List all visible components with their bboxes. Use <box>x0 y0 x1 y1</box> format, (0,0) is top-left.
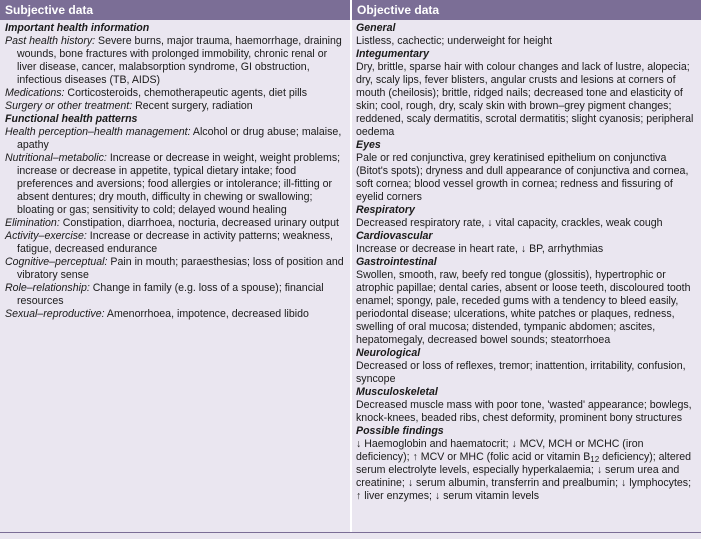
important-health-heading: Important health information <box>5 22 150 34</box>
possible-findings-text <box>356 438 698 503</box>
subjective-header: Subjective data <box>5 3 94 17</box>
objective-header: Objective data <box>357 3 440 17</box>
elimination-label: Elimination: <box>5 217 60 229</box>
general-text: Listless, cachectic; underweight for height <box>356 35 553 47</box>
health-perception <box>5 126 345 152</box>
neurological-heading: Neurological <box>356 347 421 359</box>
objective-column <box>356 22 698 503</box>
medications-label: Medications: <box>5 87 65 99</box>
surgery-treatment <box>5 100 345 113</box>
table-bottom-rule <box>0 532 701 533</box>
nutritional-text: Increase or decrease in weight, weight problems; increase or decrease in appetite, typical dietary intake; food preferences and aversions; food allergies or intolerance; ill-fitting or absent dentures; dry mouth, difficulty in chewing or swallowing; bloating or gas; sensitivity to cold; delayed wound healing <box>17 152 341 216</box>
medications <box>5 87 345 100</box>
functional-patterns-heading: Functional health patterns <box>5 113 138 125</box>
medications-text: Corticosteroids, chemotherapeutic agents, diet pills <box>64 87 308 99</box>
possible-findings-heading: Possible findings <box>356 425 444 437</box>
eyes-text: Pale or red conjunctiva, grey keratinised epithelium on conjunctiva (Bitot's spots); dryness and dull appearance of conjunctiva and cornea, soft cornea; blood vessel growth in cornea; redness and fissuring of eyelid corners <box>356 152 689 203</box>
findings-text-a: ↓ Haemoglobin and haematocrit; ↓ MCV, MCH or MCHC (iron deficiency); ↑ MCV or MHC (folic acid or vitamin B <box>356 438 644 463</box>
gastrointestinal-heading: Gastrointestinal <box>356 256 437 268</box>
respiratory-heading: Respiratory <box>356 204 415 216</box>
sexual-reproductive <box>5 308 345 321</box>
cognitive-text: Pain in mouth; paraesthesias; loss of position and vibratory sense <box>17 256 344 281</box>
surgery-text: Recent surgery, radiation <box>132 100 253 112</box>
subjective-column <box>5 22 345 321</box>
elimination <box>5 217 345 230</box>
perception-text: Alcohol or drug abuse; malaise, apathy <box>17 126 342 151</box>
general-heading: General <box>356 22 396 34</box>
gastrointestinal-text: Swollen, smooth, raw, beefy red tongue (glossitis), hypertrophic or atrophic papillae; dental caries, absent or loose teeth, discoloured tooth enamel; spongy, pale, receded gums with a tendency to bleed easily, periodontal disease; ulcerations, white patches or plaques, redness, swelling of oral mucosa; distended, tympanic abdomen; ascites, hepatomegaly, decreased bowel sounds; steatorrhoea <box>356 269 691 346</box>
findings-subscript: 12 <box>590 455 600 464</box>
musculoskeletal-text: Decreased muscle mass with poor tone, 'wasted' appearance; bowlegs, knock-knees, beaded ribs, chest deformity, prominent bony structures <box>356 399 692 424</box>
cardiovascular-heading: Cardiovascular <box>356 230 433 242</box>
role-text: Change in family (e.g. loss of a spouse); financial resources <box>17 282 324 307</box>
sexual-text: Amenorrhoea, impotence, decreased libido <box>104 308 309 320</box>
elimination-text: Constipation, diarrhoea, nocturia, decreased urinary output <box>59 217 339 229</box>
column-divider <box>350 0 352 532</box>
activity-exercise <box>5 230 345 256</box>
cognitive-label: Cognitive–perceptual: <box>5 256 108 268</box>
respiratory-text: Decreased respiratory rate, ↓ vital capacity, crackles, weak cough <box>356 217 663 229</box>
musculoskeletal-heading: Musculoskeletal <box>356 386 438 398</box>
activity-text: Increase or decrease in activity patterns; weakness, fatigue, decreased endurance <box>17 230 333 255</box>
past-history-label: Past health history: <box>5 35 96 47</box>
cognitive-perceptual <box>5 256 345 282</box>
nutritional-metabolic <box>5 152 345 217</box>
role-relationship <box>5 282 345 308</box>
past-health-history <box>5 35 345 87</box>
perception-label: Health perception–health management: <box>5 126 191 138</box>
sexual-label: Sexual–reproductive: <box>5 308 105 320</box>
past-history-text: Severe burns, major trauma, haemorrhage, draining wounds, bone fractures with prolonged immobility, chronic renal or liver disease, cancer, malabsorption syndrome, GI obstruction, infectious diseases (TB, AIDS) <box>17 35 342 86</box>
eyes-heading: Eyes <box>356 139 381 151</box>
integumentary-heading: Integumentary <box>356 48 429 60</box>
findings-text-b: deficiency); altered serum electrolyte levels, especially hyperkalaemia; ↓ serum urea and creatinine; ↓ serum albumin, transferrin and prealbumin; ↓ lymphocytes; ↑ liver enzymes; ↓ serum vitamin levels <box>356 451 692 502</box>
activity-label: Activity–exercise: <box>5 230 87 242</box>
role-label: Role–relationship: <box>5 282 90 294</box>
nutritional-label: Nutritional–metabolic: <box>5 152 107 164</box>
neurological-text: Decreased or loss of reflexes, tremor; inattention, irritability, confusion, syncope <box>356 360 686 385</box>
cardiovascular-text: Increase or decrease in heart rate, ↓ BP, arrhythmias <box>356 243 604 255</box>
surgery-label: Surgery or other treatment: <box>5 100 133 112</box>
integumentary-text: Dry, brittle, sparse hair with colour changes and lack of lustre, alopecia; dry, scaly lips, fever blisters, angular crusts and lesions at corners of mouth (cheilosis); brittle, ridged nails; decreased tone and elasticity of skin; cool, rough, dry, scaly skin with brown–grey pigment changes; reddened, scaly dermatitis, scrotal dermatitis; slight cyanosis; peripheral oedema <box>356 61 694 138</box>
